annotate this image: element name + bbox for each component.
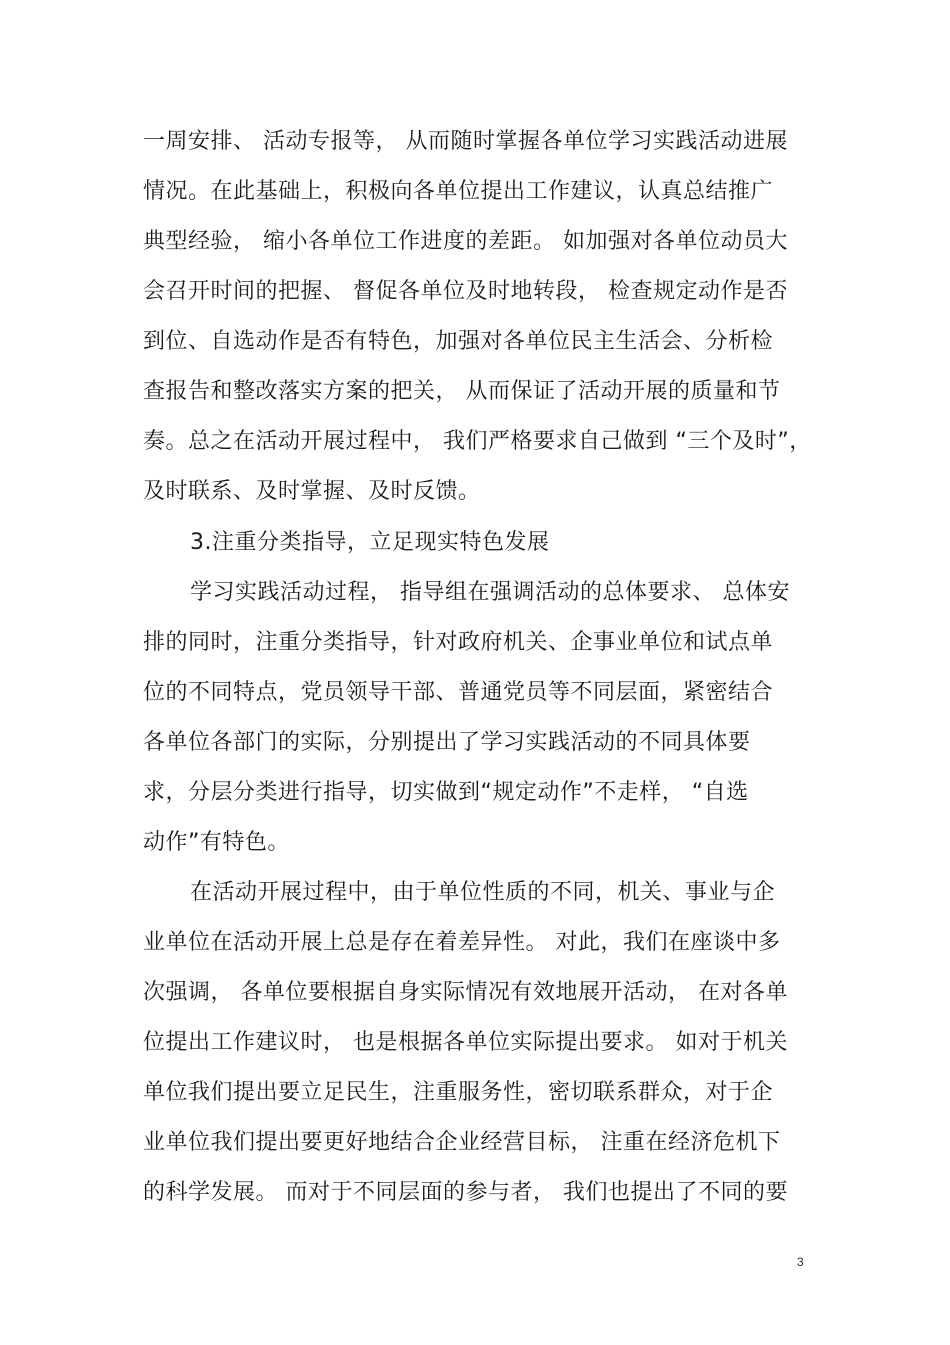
paragraph-line-10: 排的同时，注重分类指导，针对政府机关、企事业单位和试点单: [143, 630, 774, 655]
paragraph-line-2: 情况。在此基础上，积极向各单位提出工作建议，认真总结推广: [143, 179, 774, 204]
paragraph-line-3: 典型经验， 缩小各单位工作进度的差距。 如加强对各单位动员大: [143, 229, 788, 254]
paragraph-line-16: 业单位在活动开展上总是存在着差异性。 对此，我们在座谈中多: [143, 930, 781, 955]
paragraph-line-19: 单位我们提出要立足民生，注重服务性，密切联系群众，对于企: [143, 1080, 774, 1105]
paragraph-line-11: 位的不同特点，党员领导干部、普通党员等不同层面，紧密结合: [143, 680, 774, 705]
paragraph-line-17: 次强调， 各单位要根据自身实际情况有效地展开活动， 在对各单: [143, 980, 788, 1005]
paragraph-line-4: 会召开时间的把握、 督促各单位及时地转段， 检查规定动作是否: [143, 279, 788, 304]
paragraph-line-21: 的科学发展。 而对于不同层面的参与者， 我们也提出了不同的要: [143, 1180, 788, 1205]
paragraph-line-8: 及时联系、及时掌握、及时反馈。: [143, 479, 481, 504]
paragraph-line-5: 到位、自选动作是否有特色，加强对各单位民主生活会、分析检: [143, 329, 774, 354]
paragraph-line-13: 求，分层分类进行指导，切实做到“规定动作”不走样， “自选: [143, 780, 749, 805]
paragraph-line-20: 业单位我们提出要更好地结合企业经营目标， 注重在经济危机下: [143, 1130, 781, 1155]
page-number: 3: [797, 1255, 804, 1269]
paragraph-line-9: 学习实践活动过程， 指导组在强调活动的总体要求、 总体安: [190, 580, 790, 605]
paragraph-line-12: 各单位各部门的实际，分别提出了学习实践活动的不同具体要: [143, 730, 751, 755]
paragraph-line-14: 动作”有特色。: [143, 830, 290, 855]
paragraph-line-1: 一周安排、 活动专报等， 从而随时掌握各单位学习实践活动进展: [143, 129, 788, 154]
section-heading: 3.注重分类指导，立足现实特色发展: [190, 530, 550, 555]
paragraph-line-7: 奏。总之在活动开展过程中， 我们严格要求自己做到 “三个及时”，: [143, 429, 812, 454]
paragraph-line-6: 查报告和整改落实方案的把关， 从而保证了活动开展的质量和节: [143, 379, 781, 404]
paragraph-line-18: 位提出工作建议时， 也是根据各单位实际提出要求。 如对于机关: [143, 1030, 788, 1055]
paragraph-line-15: 在活动开展过程中，由于单位性质的不同，机关、事业与企: [190, 880, 776, 905]
